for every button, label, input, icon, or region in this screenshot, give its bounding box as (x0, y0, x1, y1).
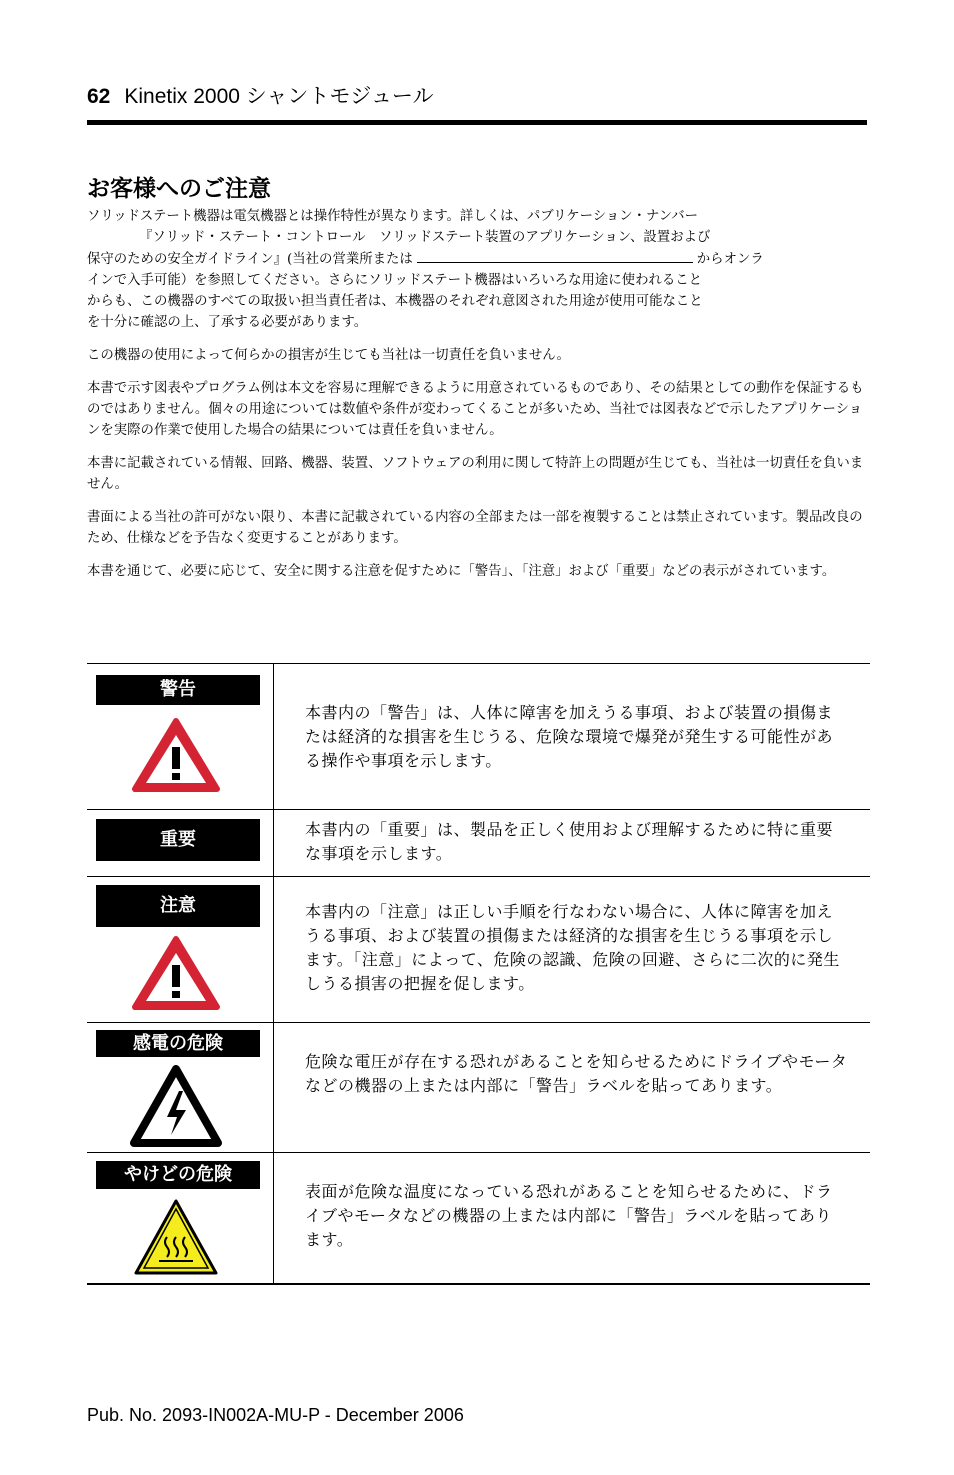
burn-description: 表面が危険な温度になっている恐れがあることを知らせるために、ドライブやモータなどの機器の上または内部に「警告」ラベルを貼ってあります。 (305, 1182, 833, 1249)
shock-description: 危険な電圧が存在する恐れがあることを知らせるためにドライブやモータなどの機器の上または内部に「警告」ラベルを貼ってあります。 (305, 1052, 848, 1095)
notice-table (87, 663, 870, 1285)
caution-triangle-icon (87, 935, 273, 1011)
page-header (87, 80, 867, 120)
important-description: 本書内の「重要」は、製品を正しく使用および理解するために特に重要な事項を示します。 (305, 820, 834, 863)
notice-row-shock (87, 1023, 870, 1153)
notice-row-important (87, 810, 870, 877)
notice-row-caution (87, 877, 870, 1023)
paragraph-2: この機器の使用によって何らかの損害が生じても当社は一切責任を負いません。 (87, 348, 570, 363)
shock-label: 感電の危険 (96, 1030, 260, 1057)
paragraph-4: 本書に記載されている情報、回路、機器、装置、ソフトウェアの利用に関して特許上の問題が生じても、当社は一切責任を負いません。 (87, 456, 864, 492)
blank-line (417, 248, 693, 263)
warning-description: 本書内の「警告」は、人体に障害を加えうる事項、および装置の損傷または経済的な損害を生じうる、危険な環境で爆発が発生する可能性がある操作や事項を示します。 (305, 703, 834, 770)
shock-hazard-icon (87, 1065, 273, 1147)
paragraph-5: 書面による当社の許可がない限り、本書に記載されている内容の全部または一部を複製することは禁止されています。製品改良のため、仕様などを予告なく変更することがあります。 (87, 510, 863, 546)
notice-row-warning (87, 664, 870, 810)
warning-triangle-icon (87, 717, 273, 793)
footer-publication: Pub. No. 2093-IN002A-MU-P - December 2006 (87, 1405, 464, 1425)
page-number: 62 (87, 85, 111, 108)
caution-description: 本書内の「注意」は正しい手順を行なわない場合に、人体に障害を加えうる事項、および装置の損傷または経済的な損害を生じうる事項を示します。「注意」によって、危険の認識、危険の回避、さらに二次的に発生しうる損害の把握を促します。 (305, 902, 840, 993)
notice-row-burn (87, 1153, 870, 1284)
burn-hazard-icon (87, 1197, 273, 1277)
body-text (87, 206, 865, 594)
header-rule (87, 120, 867, 125)
burn-label: やけどの危険 (96, 1161, 260, 1189)
chapter-title: Kinetix 2000 シャントモジュール (124, 85, 434, 108)
paragraph-6: 本書を通じて、必要に応じて、安全に関する注意を促すために「警告」、「注意」および「重要」などの表示がされています。 (87, 564, 836, 579)
paragraph-3: 本書で示す図表やプログラム例は本文を容易に理解できるように用意されているものであり、その結果としての動作を保証するものではありません。個々の用途については数値や条件が変わってくることが多いため、当社では図表などで示したアプリケーションを実際の作業で使用した場合の結果については責任を負いません。 (87, 381, 864, 438)
important-label: 重要 (96, 819, 260, 861)
section-title: お客様へのご注意 (87, 176, 271, 202)
caution-label: 注意 (96, 885, 260, 927)
paragraph-1: ソリッドステート機器は電気機器とは操作特性が異なります。詳しくは、パブリケーション・ナンバー 『ソリッド・ステート・コントロール ソリッドステート装置のアプリケーション、設置および 保守のための安全ガイドライン』(当社の営業所または からオンラ インで入手可能）を参照してください。さらにソリッドステート機器はいろいろな用途に使われること からも、この機器のすべての取扱い担当責任者は、本機器のそれぞれ意図された用途が使用可能なこと を十分に確認の上、了承する必要があります。 (87, 209, 764, 330)
warning-label: 警告 (96, 675, 260, 705)
